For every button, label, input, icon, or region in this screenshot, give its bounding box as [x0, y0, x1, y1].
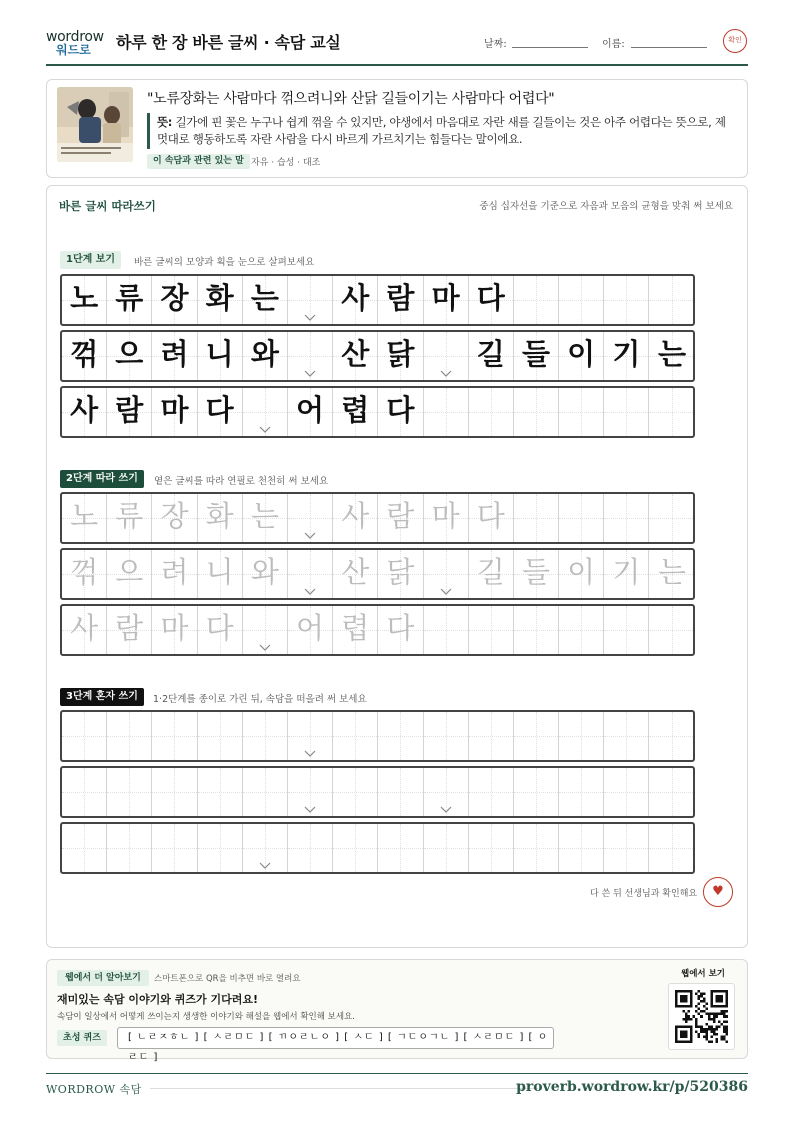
- grid-cell: [378, 606, 423, 654]
- grid-cell: [514, 332, 559, 380]
- grid-char: 는: [250, 499, 279, 533]
- grid-cell: [288, 606, 333, 654]
- grid-cell: [62, 332, 107, 380]
- web-note: 스마트폰으로 QR을 비추면 바로 열려요: [154, 974, 301, 984]
- grid-cell: [649, 606, 694, 654]
- grid-row: [60, 386, 695, 438]
- quiz-tag: 초성 퀴즈: [57, 1030, 107, 1046]
- grid-cell: [333, 824, 378, 872]
- grid-cell: [469, 332, 514, 380]
- grid-cell: [243, 824, 288, 872]
- grid-cell: [152, 550, 197, 598]
- meaning-label: 뜻:: [157, 115, 173, 129]
- grid-cell: [604, 388, 649, 436]
- grid-cell: [604, 824, 649, 872]
- grid-cell: [62, 388, 107, 436]
- grid-cell: [152, 276, 197, 324]
- grid-row[interactable]: [60, 548, 695, 600]
- grid-row: [60, 330, 695, 382]
- grid-cell: [243, 606, 288, 654]
- grid-cell: [469, 712, 514, 760]
- grid-char: 니: [205, 337, 234, 371]
- space-mark-icon: [440, 806, 452, 813]
- grid-char: 다: [205, 611, 234, 645]
- grid-cell: [424, 768, 469, 816]
- grid-char: 렵: [341, 611, 370, 645]
- grid-char: 는: [658, 337, 687, 371]
- grid-char: 람: [115, 393, 144, 427]
- grid-cell: [107, 768, 152, 816]
- grid-cell: [152, 332, 197, 380]
- grid-cell: [152, 768, 197, 816]
- logo-text-en: wordrow: [46, 29, 104, 45]
- grid-cell: [333, 388, 378, 436]
- logo-text-ko: 워드로: [56, 43, 91, 57]
- grid-cell: [649, 712, 694, 760]
- grid-char: 와: [250, 555, 279, 589]
- footer-brand: WORDROW 속담: [46, 1083, 142, 1096]
- grid-cell: [559, 824, 604, 872]
- space-mark-icon: [304, 532, 316, 539]
- grid-cell: [243, 388, 288, 436]
- grid-cell: [198, 388, 243, 436]
- grid-char: 이: [567, 555, 596, 589]
- grid-cell: [62, 550, 107, 598]
- space-mark-icon: [304, 588, 316, 595]
- grid-cell: [424, 494, 469, 542]
- grid-cell: [333, 712, 378, 760]
- grid-char: 사: [341, 281, 370, 315]
- step2-tag: 2단계 따라 쓰기: [60, 470, 144, 488]
- grid-char: 다: [386, 611, 415, 645]
- grid-cell: [198, 824, 243, 872]
- grid-cell: [378, 768, 423, 816]
- grid-cell: [424, 824, 469, 872]
- grid-cell: [62, 712, 107, 760]
- step1-tag: 1단계 보기: [60, 251, 121, 269]
- grid-cell: [649, 276, 694, 324]
- grid-cell: [62, 606, 107, 654]
- grid-cell: [559, 712, 604, 760]
- grid-cell: [107, 332, 152, 380]
- grid-char: 꺾: [70, 555, 99, 589]
- space-mark-icon: [304, 750, 316, 757]
- grid-cell: [604, 606, 649, 654]
- grid-char: 사: [70, 611, 99, 645]
- grid-char: 렵: [341, 393, 370, 427]
- grid-cell: [378, 332, 423, 380]
- grid-cell: [107, 606, 152, 654]
- grid-cell: [559, 606, 604, 654]
- space-mark-icon: [259, 862, 271, 869]
- grid-cell: [469, 768, 514, 816]
- grid-cell: [559, 550, 604, 598]
- grid-cell: [152, 606, 197, 654]
- grid-cell: [288, 276, 333, 324]
- grid-row[interactable]: [60, 822, 695, 874]
- grid-char: 람: [386, 499, 415, 533]
- grid-char: 와: [250, 337, 279, 371]
- grid-cell: [243, 550, 288, 598]
- web-sub: 속담이 일상에서 어떻게 쓰이는지 생생한 이야기와 해설을 웹에서 확인해 보세요.: [57, 1012, 355, 1022]
- grid-cell: [243, 712, 288, 760]
- grid-char: 류: [115, 281, 144, 315]
- grid-char: 노: [70, 499, 99, 533]
- grid-char: 닭: [386, 555, 415, 589]
- grid-cell: [152, 388, 197, 436]
- related-words-tag: 이 속담과 관련 있는 말: [147, 154, 250, 169]
- confirm-seal-icon: 확인: [723, 29, 747, 53]
- grid-cell: [62, 824, 107, 872]
- grid-char: 어: [296, 393, 325, 427]
- grid-cell: [649, 388, 694, 436]
- grid-cell: [604, 332, 649, 380]
- grid-cell: [378, 388, 423, 436]
- grid-cell: [243, 494, 288, 542]
- grid-cell: [649, 768, 694, 816]
- grid-char: 마: [431, 281, 460, 315]
- footer-divider: [46, 1073, 748, 1074]
- name-field[interactable]: [631, 47, 707, 48]
- grid-cell: [514, 494, 559, 542]
- grid-char: 는: [658, 555, 687, 589]
- grid-char: 기: [612, 555, 641, 589]
- web-tag: 웹에서 더 알아보기: [57, 970, 149, 986]
- grid-cell: [152, 494, 197, 542]
- step3-desc: 1·2단계를 종이로 가린 뒤, 속담을 떠올려 써 보세요: [153, 694, 367, 705]
- check-note: 다 쓴 뒤 선생님과 확인해요: [590, 889, 698, 899]
- grid-cell: [469, 388, 514, 436]
- chosung-quiz: [ ㄴㄹㅈㅎㄴ ] [ ㅅㄹㅁㄷ ] [ ㄲㅇㄹㄴㅇ ] [ ㅅㄷ ] [ ㄱㄷㅇㄱㄴ ] [ ㅅㄹㅁㄷ ] [ ㅇㄹㄷ ]: [117, 1027, 554, 1049]
- grid-cell: [649, 494, 694, 542]
- grid-char: 꺾: [70, 337, 99, 371]
- footer-rule: [150, 1088, 538, 1089]
- wordrow-logo: [46, 30, 108, 56]
- proverb-meaning: [157, 114, 727, 148]
- grid-cell: [424, 606, 469, 654]
- space-mark-icon: [259, 426, 271, 433]
- grid-cell: [424, 712, 469, 760]
- space-mark-icon: [304, 806, 316, 813]
- grid-cell: [152, 712, 197, 760]
- grid-char: 장: [160, 281, 189, 315]
- grid-cell: [288, 388, 333, 436]
- grid-cell: [198, 494, 243, 542]
- grid-cell: [559, 388, 604, 436]
- grid-char: 다: [205, 393, 234, 427]
- name-label: 이름:: [602, 39, 625, 50]
- grid-cell: [107, 494, 152, 542]
- grid-cell: [107, 712, 152, 760]
- grid-char: 노: [70, 281, 99, 315]
- grid-cell: [604, 550, 649, 598]
- grid-cell: [604, 494, 649, 542]
- grid-char: 사: [70, 393, 99, 427]
- related-words: 자유 · 습성 · 대조: [251, 158, 321, 168]
- grid-char: 사: [341, 499, 370, 533]
- grid-row[interactable]: [60, 492, 695, 544]
- grid-row[interactable]: [60, 766, 695, 818]
- grid-cell: [198, 768, 243, 816]
- grid-cell: [469, 276, 514, 324]
- page-title: 하루 한 장 바른 글씨 · 속담 교실: [116, 33, 341, 52]
- grid-row[interactable]: [60, 604, 695, 656]
- grid-cell: [378, 550, 423, 598]
- grid-char: 길: [476, 337, 505, 371]
- grid-cell: [288, 712, 333, 760]
- grid-cell: [424, 276, 469, 324]
- grid-cell: [514, 550, 559, 598]
- grid-cell: [243, 332, 288, 380]
- heart-stamp-icon: ♥: [703, 877, 733, 907]
- date-label: 날짜:: [484, 39, 507, 50]
- grid-char: 산: [341, 555, 370, 589]
- grid-char: 장: [160, 499, 189, 533]
- grid-char: 어: [296, 611, 325, 645]
- grid-cell: [62, 768, 107, 816]
- proverb-title: "노류장화는 사람마다 꺾으려니와 산닭 길들이기는 사람마다 어렵다": [147, 91, 555, 107]
- grid-cell: [198, 332, 243, 380]
- grid-cell: [107, 276, 152, 324]
- qr-label: 웹에서 보기: [681, 969, 726, 979]
- grid-cell: [333, 606, 378, 654]
- grid-char: 화: [205, 281, 234, 315]
- grid-cell: [107, 388, 152, 436]
- grid-cell: [288, 494, 333, 542]
- grid-cell: [514, 712, 559, 760]
- grid-cell: [424, 550, 469, 598]
- grid-cell: [152, 824, 197, 872]
- grid-cell: [333, 494, 378, 542]
- grid-char: 이: [567, 337, 596, 371]
- step2-desc: 옅은 글씨를 따라 연필로 천천히 써 보세요: [154, 476, 329, 487]
- grid-cell: [424, 388, 469, 436]
- grid-cell: [243, 276, 288, 324]
- grid-cell: [559, 494, 604, 542]
- grid-cell: [424, 332, 469, 380]
- grid-cell: [514, 276, 559, 324]
- grid-cell: [333, 550, 378, 598]
- space-mark-icon: [304, 314, 316, 321]
- grid-cell: [469, 494, 514, 542]
- grid-cell: [62, 494, 107, 542]
- date-field[interactable]: [512, 47, 588, 48]
- grid-char: 류: [115, 499, 144, 533]
- grid-cell: [604, 276, 649, 324]
- practice-note: 중심 십자선을 기준으로 자음과 모음의 균형을 맞춰 써 보세요: [479, 201, 733, 212]
- grid-cell: [514, 824, 559, 872]
- grid-cell: [559, 332, 604, 380]
- grid-cell: [559, 768, 604, 816]
- grid-cell: [198, 276, 243, 324]
- grid-cell: [333, 768, 378, 816]
- grid-cell: [469, 824, 514, 872]
- grid-cell: [378, 276, 423, 324]
- header-divider: [46, 64, 748, 66]
- grid-cell: [333, 332, 378, 380]
- grid-cell: [604, 712, 649, 760]
- grid-char: 람: [115, 611, 144, 645]
- grid-cell: [378, 494, 423, 542]
- grid-char: 다: [386, 393, 415, 427]
- grid-char: 니: [205, 555, 234, 589]
- grid-char: 으: [115, 555, 144, 589]
- grid-cell: [559, 276, 604, 324]
- space-mark-icon: [304, 370, 316, 377]
- step3-tag: 3단계 혼자 쓰기: [60, 688, 144, 706]
- grid-cell: [288, 550, 333, 598]
- meaning-accent-bar: [147, 113, 150, 149]
- grid-char: 려: [160, 555, 189, 589]
- grid-row[interactable]: [60, 710, 695, 762]
- grid-cell: [107, 550, 152, 598]
- grid-cell: [333, 276, 378, 324]
- grid-cell: [198, 550, 243, 598]
- practice-heading: 바른 글씨 따라쓰기: [59, 199, 156, 213]
- grid-cell: [198, 712, 243, 760]
- grid-char: 다: [476, 499, 505, 533]
- space-mark-icon: [440, 588, 452, 595]
- grid-cell: [469, 606, 514, 654]
- grid-char: 람: [386, 281, 415, 315]
- grid-char: 화: [205, 499, 234, 533]
- meaning-text: 길가에 핀 꽃은 누구나 쉽게 꺾을 수 있지만, 야생에서 마음대로 자란 새를 길들이는 것은 아주 어렵다는 뜻으로, 제멋대로 행동하도록 자란 사람을 다시 바르게 가르치기는 힘들다는 말이에요.: [157, 115, 726, 146]
- grid-char: 마: [160, 611, 189, 645]
- grid-char: 길: [476, 555, 505, 589]
- grid-cell: [378, 712, 423, 760]
- grid-cell: [649, 824, 694, 872]
- grid-char: 산: [341, 337, 370, 371]
- grid-char: 들: [521, 555, 550, 589]
- grid-char: 기: [612, 337, 641, 371]
- grid-char: 려: [160, 337, 189, 371]
- step1-desc: 바른 글씨의 모양과 획을 눈으로 살펴보세요: [134, 257, 315, 268]
- grid-cell: [198, 606, 243, 654]
- web-headline: 재미있는 속담 이야기와 퀴즈가 기다려요!: [57, 993, 258, 1006]
- grid-cell: [288, 332, 333, 380]
- qr-code-icon[interactable]: [668, 983, 735, 1050]
- grid-cell: [604, 768, 649, 816]
- grid-char: 들: [521, 337, 550, 371]
- grid-row: [60, 274, 695, 326]
- footer-url[interactable]: proverb.wordrow.kr/p/520386: [516, 1079, 748, 1095]
- grid-cell: [107, 824, 152, 872]
- grid-cell: [514, 606, 559, 654]
- space-mark-icon: [440, 370, 452, 377]
- grid-char: 는: [250, 281, 279, 315]
- proverb-illustration: [57, 87, 133, 162]
- grid-cell: [378, 824, 423, 872]
- grid-cell: [514, 768, 559, 816]
- grid-cell: [288, 824, 333, 872]
- space-mark-icon: [259, 644, 271, 651]
- grid-cell: [514, 388, 559, 436]
- grid-char: 다: [476, 281, 505, 315]
- grid-cell: [243, 768, 288, 816]
- grid-cell: [288, 768, 333, 816]
- grid-cell: [649, 332, 694, 380]
- grid-char: 으: [115, 337, 144, 371]
- grid-cell: [649, 550, 694, 598]
- grid-cell: [62, 276, 107, 324]
- grid-char: 닭: [386, 337, 415, 371]
- grid-char: 마: [431, 499, 460, 533]
- grid-char: 마: [160, 393, 189, 427]
- grid-cell: [469, 550, 514, 598]
